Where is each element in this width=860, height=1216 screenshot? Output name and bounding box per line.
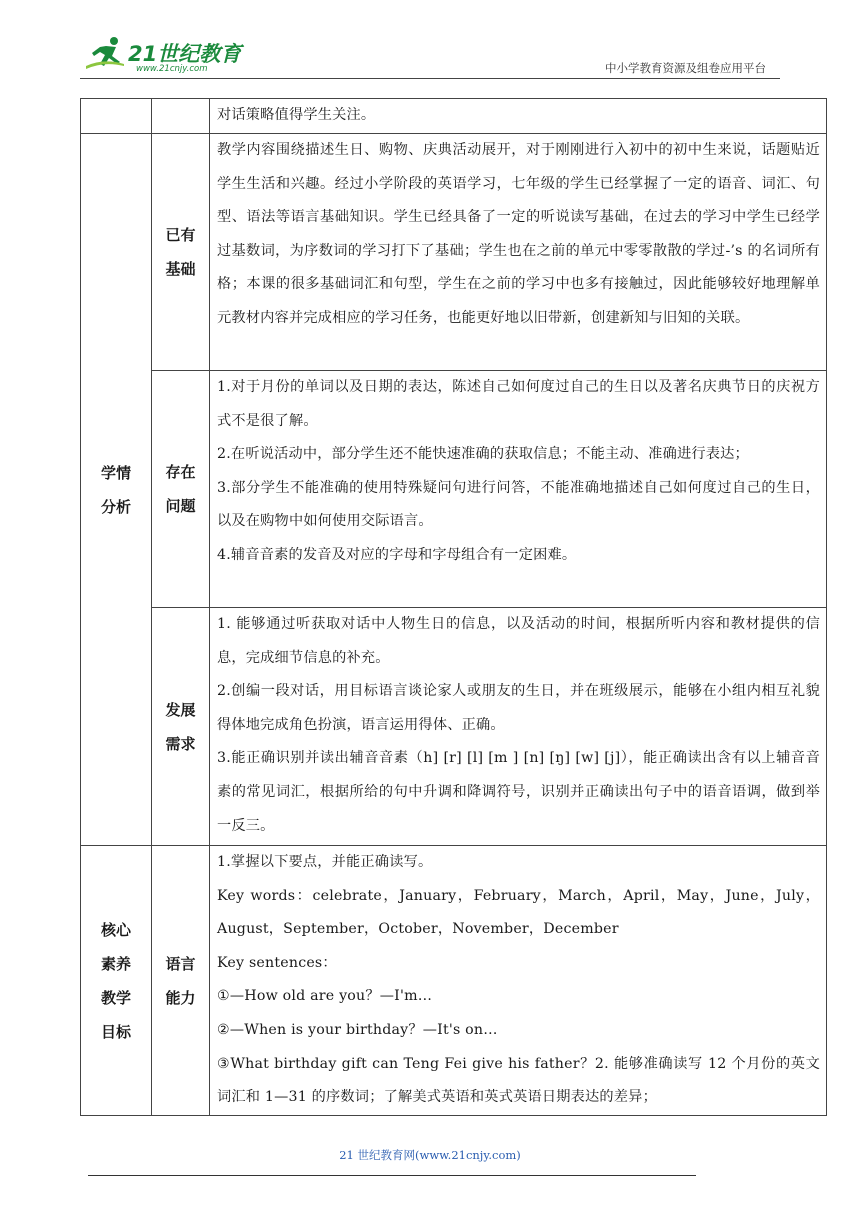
list-item: ③What birthday gift can Teng Fei give his father？2. 能够准确读写 12 个月份的英文词汇和 1—31 的序数词；了解美式英语和英式英语日期表达的差异； bbox=[217, 1055, 820, 1106]
table-row bbox=[81, 608, 827, 846]
empty-cell bbox=[152, 99, 210, 134]
footer-divider bbox=[88, 1175, 696, 1176]
table-row bbox=[81, 371, 827, 608]
lesson-plan-table bbox=[80, 98, 827, 1116]
category-label: 核心 素养 教学 目标 bbox=[100, 920, 131, 1041]
footer-link[interactable]: 21 世纪教育网(www.21cnjy.com) bbox=[339, 1148, 521, 1162]
fazhan-content bbox=[210, 608, 827, 846]
subcategory-label: 发展 需求 bbox=[165, 700, 196, 753]
list-item: 3.部分学生不能准确的使用特殊疑问句进行问答，不能准确地描述自己如何度过自己的生日，以及在购物中如何使用交际语言。 bbox=[217, 479, 820, 530]
logo bbox=[84, 34, 284, 76]
list-item: 4.辅音音素的发音及对应的字母和字母组合有一定困难。 bbox=[217, 546, 577, 563]
list-item: ①—How old are you？—I'm… bbox=[217, 988, 433, 1005]
list-item: ②—When is your birthday？—It's on… bbox=[217, 1021, 498, 1038]
subcategory-cunzai bbox=[152, 371, 210, 608]
list-item: 1. 能够通过听获取对话中人物生日的信息，以及活动的时间，根据所听内容和教材提供的信息，完成细节信息的补充。 bbox=[217, 616, 820, 666]
header-divider bbox=[80, 78, 780, 79]
subcategory-label: 存在 问题 bbox=[165, 463, 196, 515]
continuation-text: 对话策略值得学生关注。 bbox=[210, 99, 827, 134]
page-header bbox=[80, 30, 780, 82]
subcategory-label: 已有 基础 bbox=[165, 226, 196, 278]
subcategory-label: 语言 能力 bbox=[165, 954, 196, 1007]
table-row bbox=[81, 99, 827, 134]
subcategory-yuyan bbox=[152, 846, 210, 1116]
yiyou-content: 教学内容围绕描述生日、购物、庆典活动展开，对于刚刚进行入初中的初中生来说，话题贴近学生生活和兴趣。经过小学阶段的英语学习，七年级的学生已经掌握了一定的语音、词汇、句型、语法等语言基础知识。学生已经具备了一定的听说读写基础，在过去的学习中学生已经学过基数词，为序数词的学习打下了基础；学生也在之前的单元中零零散散的学过-’s 的名词所有格；本课的很多基础词汇和句型，学生在之前的学习中也多有接触过，因此能够较好地理解单元教材内容并完成相应的学习任务，也能更好地以旧带新，创建新知与旧知的关联。 bbox=[210, 134, 827, 371]
subcategory-yiyou bbox=[152, 134, 210, 371]
yuyan-content bbox=[210, 846, 827, 1116]
logo-text: 21世纪教育 bbox=[128, 42, 242, 66]
table-row bbox=[81, 846, 827, 1116]
platform-name: 中小学教育资源及组卷应用平台 bbox=[605, 61, 766, 75]
subcategory-fazhan bbox=[152, 608, 210, 846]
empty-cell bbox=[81, 99, 152, 134]
list-item: 2.在听说活动中，部分学生还不能快速准确的获取信息；不能主动、准确进行表达； bbox=[217, 446, 749, 463]
list-item: 1.对于月份的单词以及日期的表达，陈述自己如何度过自己的生日以及著名庆典节日的庆祝方式不是很了解。 bbox=[217, 379, 820, 429]
category-xueqing bbox=[81, 134, 152, 846]
list-item: Key words：celebrate，January，February，March，April，May，June，July，August，September，October，November，December bbox=[217, 887, 820, 938]
list-item: 1.掌握以下要点，并能正确读写。 bbox=[217, 854, 433, 870]
cunzai-content bbox=[210, 371, 827, 608]
list-item: Key sentences： bbox=[217, 954, 337, 971]
list-item: 2.创编一段对话，用目标语言谈论家人或朋友的生日，并在班级展示，能够在小组内相互礼貌得体地完成角色扮演，语言运用得体、正确。 bbox=[217, 683, 820, 733]
logo-url: www.21cnjy.com bbox=[136, 64, 208, 74]
runner-logo-icon bbox=[84, 36, 128, 72]
table-row bbox=[81, 134, 827, 371]
category-label: 学情 分析 bbox=[100, 463, 131, 516]
category-hexin bbox=[81, 846, 152, 1116]
list-item: 3.能正确识别并读出辅音音素（h] [r] [l] [m ] [n] [ŋ] [w] [j]），能正确读出含有以上辅音音素的常见词汇，根据所给的句中升调和降调符号，识别并正确读出句子中的语音语调，做到举一反三。 bbox=[217, 750, 820, 834]
